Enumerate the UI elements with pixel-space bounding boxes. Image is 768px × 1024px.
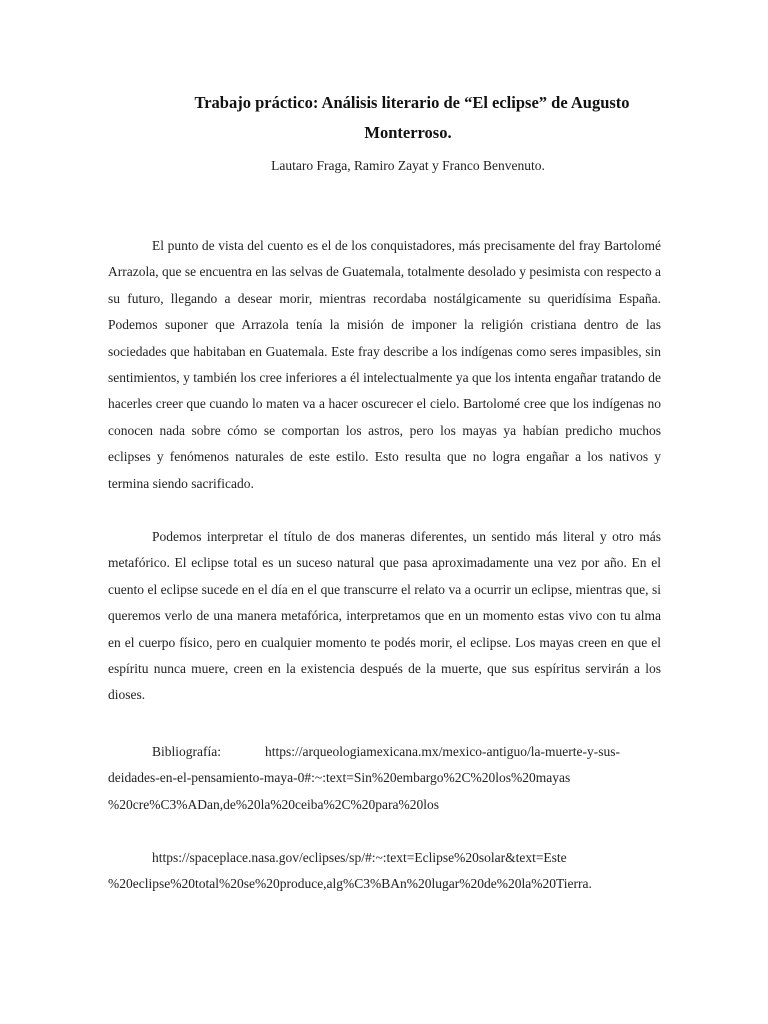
bibliography-link-2-part-1[interactable]: https://spaceplace.nasa.gov/eclipses/sp/#:~:text=Eclipse%20solar&text=Este <box>152 850 567 865</box>
bibliography-link-2-part-2[interactable]: %20eclipse%20total%20se%20produce,alg%C3%BAn%20lugar%20de%20la%20Tierra. <box>108 876 592 892</box>
paragraph-2-text: Podemos interpretar el título de dos maneras diferentes, un sentido más literal y otro más metafórico. El eclipse total es un suceso natural que pasa aproximadamente una vez por año. En el cuento el eclipse sucede en el día en el que transcurre el relato va a ocurrir un eclipse, mientras que, si queremos verlo de una manera metafórica, interpretamos que en un momento estas vivo con tu alma en el cuerpo físico, pero en cualquier momento te podés morir, el eclipse. Los mayas creen en que el espíritu nunca muere, creen en la existencia después de la muerte, que sus espíritus servirán a los dioses. <box>108 529 661 703</box>
bibliography-entry-2 <box>108 845 661 898</box>
bibliography-link-1-part-1[interactable]: https://arqueologiamexicana.mx/mexico-antiguo/la-muerte-y-sus- <box>265 744 621 759</box>
bibliography-label: Bibliografía: <box>152 744 221 759</box>
document-title-line-1: Trabajo práctico: Análisis literario de “El eclipse” de Augusto <box>194 93 630 112</box>
bibliography-entry-1 <box>108 739 661 818</box>
paragraph-1-text: El punto de vista del cuento es el de los conquistadores, más precisamente del fray Bartolomé Arrazola, que se encuentra en las selvas de Guatemala, totalmente desolado y pesimista con respecto a su futuro, llegando a desear morir, mientras recordaba nostálgicamente su queridísima España. Podemos suponer que Arrazola tenía la misión de imponer la religión cristiana dentro de las sociedades que habitaban en Guatemala. Este fray describe a los indígenas como seres impasibles, sin sentimientos, y también los cree inferiores a él intelectualmente ya que los intenta engañar tratando de hacerles creer que cuando lo maten va a hacer oscurecer el cielo. Bartolomé cree que los indígenas no conocen nada sobre cómo se comportan los astros, pero los mayas ya habían predicho muchos eclipses y fenómenos naturales de este estilo. Esto resulta que no logra engañar a los nativos y termina siendo sacrificado. <box>108 238 661 491</box>
paragraph-point-of-view <box>108 233 661 497</box>
bibliography-link-1-part-2[interactable]: deidades-en-el-pensamiento-maya-0#:~:text=Sin%20embargo%2C%20los%20mayas <box>108 770 571 786</box>
paragraph-title-interpretation <box>108 524 661 709</box>
document-authors: Lautaro Fraga, Ramiro Zayat y Franco Benvenuto. <box>271 158 545 173</box>
document-title-line-2: Monterroso. <box>364 123 452 142</box>
bibliography-link-1-part-3[interactable]: %20cre%C3%ADan,de%20la%20ceiba%2C%20para%20los <box>108 796 440 812</box>
